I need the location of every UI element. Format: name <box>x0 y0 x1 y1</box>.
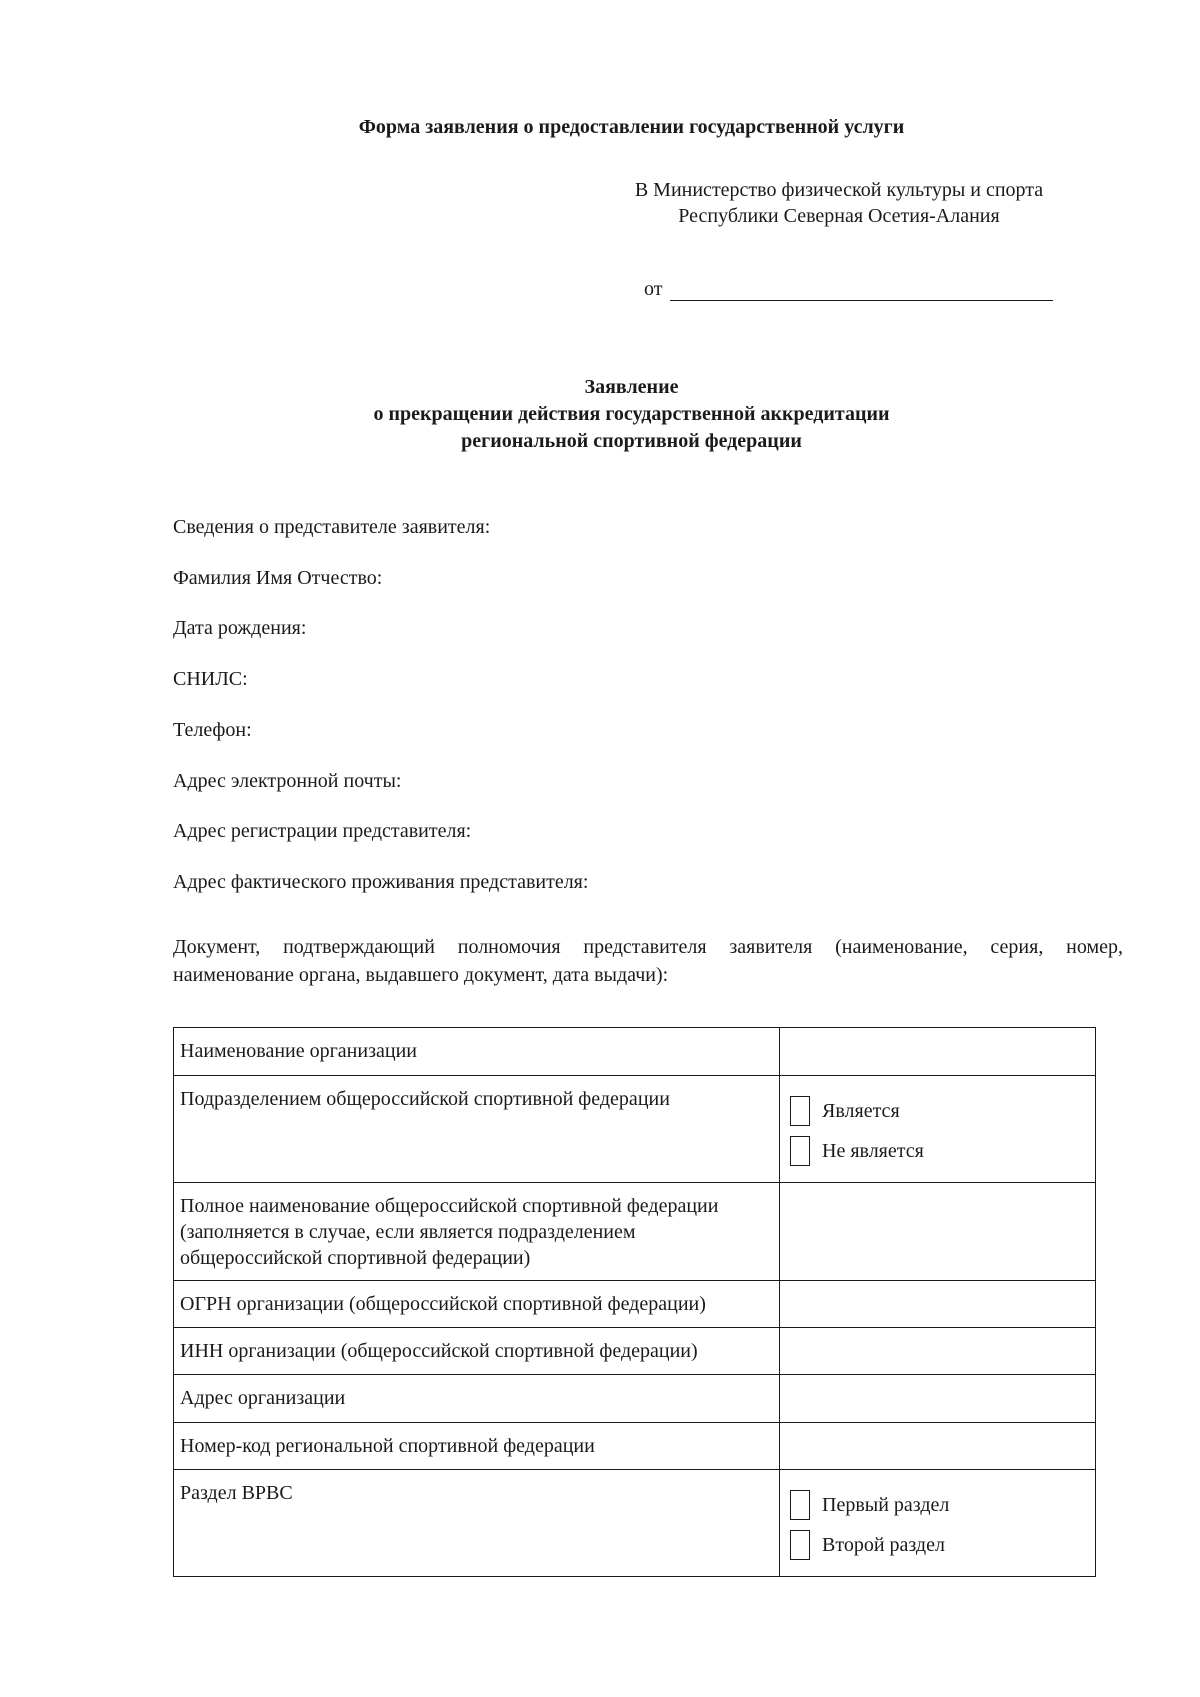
email-label: Адрес электронной почты: <box>173 770 402 792</box>
federation-full-name-value[interactable] <box>780 1183 1096 1281</box>
full-name-label: Фамилия Имя Отчество: <box>173 567 383 589</box>
org-address-value[interactable] <box>780 1375 1096 1423</box>
from-label: от <box>644 278 663 300</box>
heading-line-3: региональной спортивной федерации <box>461 430 802 452</box>
checkbox-is-not[interactable] <box>790 1136 810 1166</box>
federation-code-label: Номер-код региональной спортивной федерации <box>174 1423 780 1470</box>
snils-label: СНИЛС: <box>173 668 248 690</box>
inn-label: ИНН организации (общероссийской спортивной федерации) <box>174 1328 780 1375</box>
birth-date-label: Дата рождения: <box>173 617 307 639</box>
vrvs-options <box>780 1470 1096 1577</box>
authority-document-label: Документ, подтверждающий полномочия представителя заявителя (наименование, серия, номер, наименование органа, выдавшего документ, дата выдачи): <box>173 936 1123 986</box>
addressee-line-2: Республики Северная Осетия-Алания <box>678 205 1000 227</box>
subdivision-options <box>780 1076 1096 1183</box>
org-name-label: Наименование организации <box>174 1028 780 1076</box>
checkbox-second-section[interactable] <box>790 1530 810 1560</box>
option-is-not[interactable] <box>786 1136 1089 1166</box>
table-row <box>174 1183 1096 1281</box>
registration-address-label: Адрес регистрации представителя: <box>173 820 472 842</box>
ogrn-label: ОГРН организации (общероссийской спортивной федерации) <box>174 1281 780 1328</box>
representative-info-label: Сведения о представителе заявителя: <box>173 516 491 538</box>
form-title: Форма заявления о предоставлении государственной услуги <box>358 116 905 138</box>
ogrn-value[interactable] <box>780 1281 1096 1328</box>
table-row <box>174 1281 1096 1328</box>
org-address-label: Адрес организации <box>174 1375 780 1423</box>
organization-table <box>173 1027 1096 1577</box>
table-row <box>174 1423 1096 1470</box>
subdivision-label: Подразделением общероссийской спортивной федерации <box>174 1076 780 1183</box>
statement-heading <box>0 374 1200 455</box>
vrvs-section-label: Раздел ВРВС <box>174 1470 780 1577</box>
actual-address-label: Адрес фактического проживания представителя: <box>173 871 589 893</box>
option-first-section[interactable] <box>786 1490 1089 1520</box>
heading-line-2: о прекращении действия государственной аккредитации <box>373 403 890 425</box>
table-row <box>174 1470 1096 1577</box>
checkbox-is[interactable] <box>790 1096 810 1126</box>
addressee-block <box>594 177 1084 229</box>
heading-line-1: Заявление <box>584 376 679 398</box>
checkbox-first-section[interactable] <box>790 1490 810 1520</box>
from-blank-line[interactable] <box>670 280 1053 301</box>
org-name-value[interactable] <box>780 1028 1096 1076</box>
from-row <box>644 278 1053 301</box>
phone-label: Телефон: <box>173 719 252 741</box>
option-is-label: Является <box>822 1100 900 1122</box>
option-is[interactable] <box>786 1096 1089 1126</box>
federation-full-name-label: Полное наименование общероссийской спортивной федерации (заполняется в случае, если является подразделением общероссийской спортивной федерации) <box>174 1183 780 1281</box>
table-row <box>174 1076 1096 1183</box>
addressee-line-1: В Министерство физической культуры и спорта <box>634 179 1044 201</box>
inn-value[interactable] <box>780 1328 1096 1375</box>
option-is-not-label: Не является <box>822 1140 924 1162</box>
option-first-section-label: Первый раздел <box>822 1494 950 1516</box>
table-row <box>174 1028 1096 1076</box>
table-row <box>174 1328 1096 1375</box>
federation-code-value[interactable] <box>780 1423 1096 1470</box>
table-row <box>174 1375 1096 1423</box>
option-second-section[interactable] <box>786 1530 1089 1560</box>
option-second-section-label: Второй раздел <box>822 1534 945 1556</box>
